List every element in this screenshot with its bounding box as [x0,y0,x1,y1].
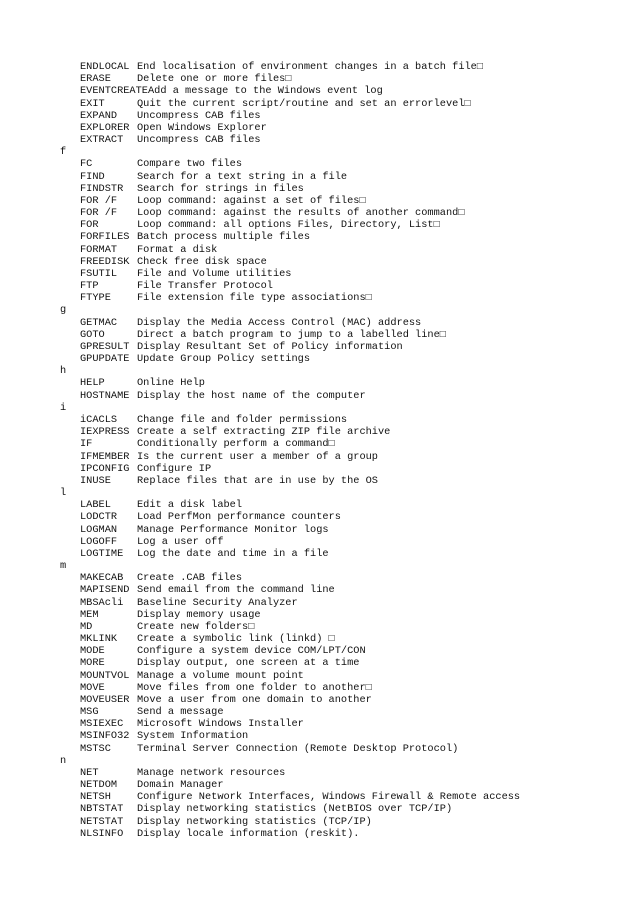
command-description: File extension file type associations□ [137,292,372,305]
command-row [60,816,520,828]
command-name: NETSH [80,791,111,804]
command-row [60,645,520,657]
command-name: GOTO [80,328,105,341]
command-name: LODCTR [80,511,118,524]
command-row [60,451,520,463]
command-row [60,499,520,511]
command-row [60,280,520,292]
command-row [60,609,520,621]
command-name: FOR /F [80,207,118,220]
command-description: Configure IP [137,462,212,475]
command-row [60,463,520,475]
command-name: IEXPRESS [80,426,130,439]
section-letter: l [60,487,67,500]
command-name: MAPISEND [80,584,130,597]
command-description: Domain Manager [137,779,224,792]
command-description: End localisation of environment changes in a batch file□ [137,61,484,73]
command-name: FORFILES [80,231,130,244]
command-description: Add a message to the Windows event log [147,85,383,98]
command-name: MSINFO32 [80,730,130,743]
command-listing [60,61,520,840]
command-description: Loop command: against a set of files□ [137,194,366,207]
command-row [60,268,520,280]
command-description: Edit a disk label [137,499,243,512]
command-row [60,548,520,560]
command-row [60,597,520,609]
command-name: MEM [80,608,99,621]
command-name: FTP [80,280,99,293]
command-row [60,475,520,487]
command-name: MBSAcli [80,596,124,609]
command-row [60,158,520,170]
command-description: Compare two files [137,158,243,171]
command-name: MOVEUSER [80,693,130,706]
command-row [60,171,520,183]
command-name: FORMAT [80,243,118,256]
command-row [60,231,520,243]
command-name: EXPLORER [80,121,130,134]
command-description: Search for a text string in a file [137,170,348,183]
command-row [60,426,520,438]
command-row [60,134,520,146]
command-row [60,524,520,536]
section-letter: i [60,401,67,414]
section-letter: g [60,304,67,317]
command-name: FOR [80,219,99,232]
command-description: Load PerfMon performance counters [137,511,341,524]
command-name: MOVE [80,681,105,694]
command-name: ENDLOCAL [80,61,130,73]
command-description: System Information [137,730,249,743]
command-name: NETSTAT [80,815,124,828]
command-name: EXPAND [80,109,118,122]
command-row [60,706,520,718]
command-description: Display Resultant Set of Policy information [137,340,403,353]
command-row [60,73,520,85]
command-row [60,718,520,730]
command-name: MSIEXEC [80,718,124,731]
command-description: Search for strings in files [137,182,304,195]
command-row [60,85,520,97]
command-description: Configure Network Interfaces, Windows Firewall & Remote access [137,791,521,804]
command-row [60,743,520,755]
command-name: FTYPE [80,292,111,305]
command-description: Uncompress CAB files [137,109,261,122]
command-description: File and Volume utilities [137,267,292,280]
command-row [60,256,520,268]
command-description: Send email from the command line [137,584,335,597]
command-row [60,572,520,584]
command-row [60,682,520,694]
command-row [60,828,520,840]
command-description: Update Group Policy settings [137,353,311,366]
command-row [60,536,520,548]
command-row [60,390,520,402]
command-row [60,292,520,304]
command-row [60,122,520,134]
command-name: NLSINFO [80,827,124,840]
command-row [60,110,520,122]
command-description: Display locale information (reskit). [137,827,360,840]
command-description: Check free disk space [137,255,267,268]
command-name: MSTSC [80,742,111,755]
command-description: Create a self extracting ZIP file archive [137,426,391,439]
command-name: FIND [80,170,105,183]
command-row [60,219,520,231]
command-row [60,329,520,341]
command-description: Log a user off [137,535,224,548]
command-description: Send a message [137,706,224,719]
command-name: HOSTNAME [80,389,130,402]
command-name: HELP [80,377,105,390]
command-name: iCACLS [80,413,118,426]
command-name: MAKECAB [80,572,124,585]
command-row [60,414,520,426]
command-description: Microsoft Windows Installer [137,718,304,731]
command-row [60,633,520,645]
command-name: GPUPDATE [80,353,130,366]
command-row [60,183,520,195]
command-description: Loop command: all options Files, Directory, List□ [137,219,440,232]
command-description: Uncompress CAB files [137,134,261,147]
command-name: FSUTIL [80,267,118,280]
command-name: EXTRACT [80,134,124,147]
command-row [60,61,520,73]
command-row [60,98,520,110]
command-description: Display memory usage [137,608,261,621]
command-description: Manage network resources [137,766,286,779]
command-description: Is the current user a member of a group [137,450,378,463]
command-name: MKLINK [80,633,118,646]
command-row [60,791,520,803]
command-description: Format a disk [137,243,218,256]
command-description: Terminal Server Connection (Remote Desktop Protocol) [137,742,459,755]
command-name: GPRESULT [80,340,130,353]
command-description: Display output, one screen at a time [137,657,360,670]
command-name: MODE [80,645,105,658]
command-description: Move a user from one domain to another [137,693,372,706]
command-description: Display the Media Access Control (MAC) address [137,316,422,329]
command-row [60,244,520,256]
command-description: Loop command: against the results of another command□ [137,207,465,220]
command-description: Log the date and time in a file [137,547,329,560]
command-row [60,621,520,633]
command-row [60,207,520,219]
command-name: FINDSTR [80,182,124,195]
command-name: IPCONFIG [80,462,130,475]
section-letter: n [60,754,67,767]
command-row [60,730,520,742]
command-name: LOGMAN [80,523,118,536]
command-name: IFMEMBER [80,450,130,463]
command-description: Batch process multiple files [137,231,311,244]
section-letter: m [60,560,67,573]
command-row [60,694,520,706]
command-row [60,195,520,207]
command-row [60,317,520,329]
command-description: Display networking statistics (TCP/IP) [137,815,372,828]
command-row [60,353,520,365]
command-row [60,341,520,353]
command-name: NBTSTAT [80,803,124,816]
command-row [60,377,520,389]
command-row [60,670,520,682]
command-description: Display networking statistics (NetBIOS over TCP/IP) [137,803,453,816]
command-name: NETDOM [80,779,118,792]
command-description: Change file and folder permissions [137,413,348,426]
command-description: Online Help [137,377,205,390]
command-name: LABEL [80,499,111,512]
command-name: EVENTCREATE [80,85,148,98]
command-name: FC [80,158,93,171]
command-row [60,657,520,669]
command-description: Display the host name of the computer [137,389,366,402]
section-letter: f [60,146,67,159]
command-name: MD [80,620,93,633]
command-description: Baseline Security Analyzer [137,596,298,609]
command-name: MORE [80,657,105,670]
command-name: GETMAC [80,316,118,329]
command-name: LOGOFF [80,535,118,548]
command-description: Manage a volume mount point [137,669,304,682]
command-name: FREEDISK [80,255,130,268]
command-description: Quit the current script/routine and set an errorlevel□ [137,97,471,110]
command-name: FOR /F [80,194,118,207]
command-row [60,767,520,779]
command-name: ERASE [80,73,111,86]
command-description: Manage Performance Monitor logs [137,523,329,536]
command-description: Replace files that are in use by the OS [137,474,378,487]
command-row [60,584,520,596]
command-name: IF [80,438,93,451]
command-name: MOUNTVOL [80,669,130,682]
command-description: Direct a batch program to jump to a labelled line□ [137,328,446,341]
command-row [60,438,520,450]
command-description: Open Windows Explorer [137,121,267,134]
command-name: EXIT [80,97,105,110]
command-name: LOGTIME [80,547,124,560]
command-description: Configure a system device COM/LPT/CON [137,645,366,658]
command-name: INUSE [80,474,111,487]
command-row [60,779,520,791]
command-description: Conditionally perform a command□ [137,438,335,451]
command-description: Create .CAB files [137,572,243,585]
command-row [60,803,520,815]
command-name: MSG [80,706,99,719]
command-name: NET [80,766,99,779]
command-description: Delete one or more files□ [137,73,292,86]
command-description: Create a symbolic link (linkd) □ [137,633,335,646]
command-row [60,511,520,523]
command-description: Create new folders□ [137,620,255,633]
command-description: Move files from one folder to another□ [137,681,372,694]
command-description: File Transfer Protocol [137,280,273,293]
section-letter: h [60,365,67,378]
